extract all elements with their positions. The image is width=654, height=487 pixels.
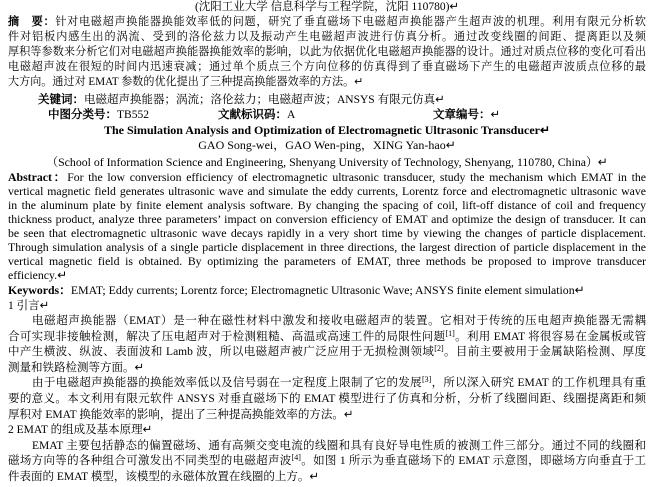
text-run: 测量和铁路检测等方面。↵ xyxy=(8,361,145,374)
text-line xyxy=(0,30,654,45)
keywords-cn-text: 电磁超声换能器；涡流；洛伦兹力；电磁超声波；ANSYS 有限元仿真↵ xyxy=(84,94,445,106)
text-line xyxy=(0,60,654,75)
text-line xyxy=(0,75,654,90)
clc-number xyxy=(48,108,149,123)
title-en: The Simulation Analysis and Optimization of Electromagnetic Ultrasonic Transducer↵ xyxy=(103,123,551,137)
text-line xyxy=(0,240,654,254)
article-no-label: 文章编号： xyxy=(433,109,491,121)
text-run: 。利用 EMAT 将很容易在金属板或管 xyxy=(454,330,646,343)
paragraph xyxy=(0,376,654,423)
text-run: 要的意义。本文利用有限元软件 ANSYS 对垂直磁场下的 EMAT 模型进行了仿真和分析，分析了线圈间距、线圈提离距和频 xyxy=(8,392,646,405)
citation-marker: [1] xyxy=(445,328,455,338)
text-run: 中产生横波、纵波、表面波和 Lamb 波，所以电磁超声被广泛应用于无损检测领域 xyxy=(8,346,435,359)
keywords-en xyxy=(0,282,654,298)
text-run: ，所以深入研究 EMAT 的工作机理具有重 xyxy=(431,377,646,390)
text-run: 件对铝板内感生出的涡流、受到的洛伦兹力以及振动产生电磁超声波进行仿真分析。通过改变线圈的间距、提离距以及频 xyxy=(8,31,646,43)
text-run: vertical magnetic field generates ultrasonic wave and simulate the eddy currents, Lorentz force and electromagnetic ultrasonic wave xyxy=(8,184,646,198)
text-line xyxy=(0,212,654,226)
text-run: 电磁超声波在很短的时间内迅速衰减；通过单个质点三个方向位移的仿真得到了垂直磁场下产生的电磁超声波质点位移的最 xyxy=(8,61,646,73)
authors-en: GAO Song-wei，GAO Wen-ping，XING Yan-hao↵ xyxy=(198,138,456,152)
section-label: 摘 要： xyxy=(8,16,56,28)
text-line xyxy=(0,470,654,486)
text-line xyxy=(0,439,654,455)
section-heading: 2 EMAT 的组成及基本原理↵ xyxy=(8,424,153,437)
section-heading: 1 引言↵ xyxy=(8,300,50,312)
text-line xyxy=(0,345,654,361)
text-line xyxy=(0,376,654,392)
text-run: 厚积对 EMAT 换能效率的影响，提出了三种提高换能效率的方法。↵ xyxy=(8,408,354,421)
text-run: be seen that electromagnetic ultrasonic wave decays rapidly in a very short time by viewing the changes of particle displacement. xyxy=(8,226,646,240)
text-line xyxy=(0,198,654,212)
text-line xyxy=(0,45,654,60)
text-run: Through simulation analysis of a single particle displacement in three directions, the largest direction of particle displacement in the xyxy=(8,240,646,254)
keywords-cn xyxy=(0,93,654,108)
document-code xyxy=(218,108,295,123)
citation-marker: [2] xyxy=(434,344,444,354)
text-line xyxy=(0,314,654,330)
text-line xyxy=(0,330,654,346)
citation-marker: [4] xyxy=(291,453,301,463)
clc-value: TB552 xyxy=(117,109,149,121)
text-line xyxy=(0,268,654,282)
text-run: 厚积等参数来分析它们对电磁超声换能器换能效率的影响，以此为依据优化电磁超声换能器的设计。通过对质点位移的变化可看出 xyxy=(8,46,646,58)
text-run: 合可实现非接触检测，解决了压电超声对于检测粗糙、高温或高速工件的局限性问题 xyxy=(8,330,446,343)
text-line xyxy=(0,361,654,377)
text-run: 由于电磁超声换能器的换能效率低以及信号弱在一定程度上限制了它的发展 xyxy=(32,377,422,390)
text-run: 大方向。通过对 EMAT 参数的优化提出了三种提高换能器效率的方法。↵ xyxy=(8,76,364,88)
text-line xyxy=(0,170,654,184)
doc-code-value: A xyxy=(287,109,296,121)
article-number xyxy=(433,108,500,123)
citation-marker: [3] xyxy=(421,375,432,385)
section-label: Abstract： xyxy=(8,170,68,184)
text-line xyxy=(0,15,654,30)
text-line xyxy=(0,254,654,268)
text-run: vertical magnetic field is obtained. By optimizing the parameters of EMAT, three methods be proposed to improve transducer xyxy=(8,254,646,268)
abstract-cn xyxy=(0,15,654,90)
affiliation-en: （School of Information Science and Engineering, Shenyang University of Technology, Shenyang, 110780, China）↵ xyxy=(46,155,608,169)
doc-code-label: 文献标识码： xyxy=(218,109,287,121)
text-run: EMAT 主要包括静态的偏置磁场、通有高频交变电流的线圈和具有良好导电性质的被测工件三部分。通过不同的线圈和 xyxy=(32,439,646,452)
text-run: 电磁超声换能器（EMAT）是一种在磁性材料中激发和接收电磁超声的装置。它相对于传统的压电超声换能器无需耦 xyxy=(32,315,646,327)
text-run: 件表面的 EMAT 模型，该模型的永磁体放置在线圈的上方。↵ xyxy=(8,470,319,483)
abstract-en xyxy=(0,170,654,282)
body-text xyxy=(0,298,654,486)
text-run: 。如图 1 所示为垂直磁场下的 EMAT 示意图，即磁场方向垂直于工 xyxy=(300,455,646,468)
text-run: thickness product, analyze three parameters’ impact on conversion efficiency of EMAT and optimize the design of transducer. It can xyxy=(8,212,646,226)
paragraph-mark: ↵ xyxy=(490,109,501,121)
text-run: 。目前主要被用于金属缺陷检测、厚度 xyxy=(443,346,647,359)
affiliation-cn: (沈阳工业大学 信息科学与工程学院，沈阳 110780)↵ xyxy=(194,1,460,13)
keywords-cn-label: 关键词： xyxy=(38,94,84,106)
keywords-en-text: EMAT; Eddy currents; Lorentz force; Electromagnetic Ultrasonic Wave; ANSYS finite element simulation↵ xyxy=(70,283,585,297)
text-run: 针对电磁超声换能器换能效率低的问题，研究了垂直磁场下电磁超声换能器产生超声波的机理。利用有限元分析软 xyxy=(55,16,646,28)
text-run: 磁场方向等的各种组合可激发出不同类型的电磁超声波 xyxy=(8,455,292,468)
text-line xyxy=(0,184,654,198)
text-line xyxy=(0,408,654,424)
paragraph xyxy=(0,439,654,486)
text-line xyxy=(0,454,654,470)
keywords-en-label: Keywords： xyxy=(8,283,71,297)
text-line xyxy=(0,226,654,240)
text-run: in the aluminum plate by finite element analysis software. By changing the spacing of coil, lift-off distance of coil and frequency xyxy=(8,198,646,212)
classification-line xyxy=(0,108,654,123)
paragraph xyxy=(0,314,654,376)
text-line xyxy=(0,392,654,408)
clc-label: 中图分类号： xyxy=(48,109,117,121)
text-run: For the low conversion efficiency of electromagnetic ultrasonic transducer, study the mechanism which EMAT in the xyxy=(67,170,647,184)
text-run: efficiency.↵ xyxy=(8,268,68,282)
